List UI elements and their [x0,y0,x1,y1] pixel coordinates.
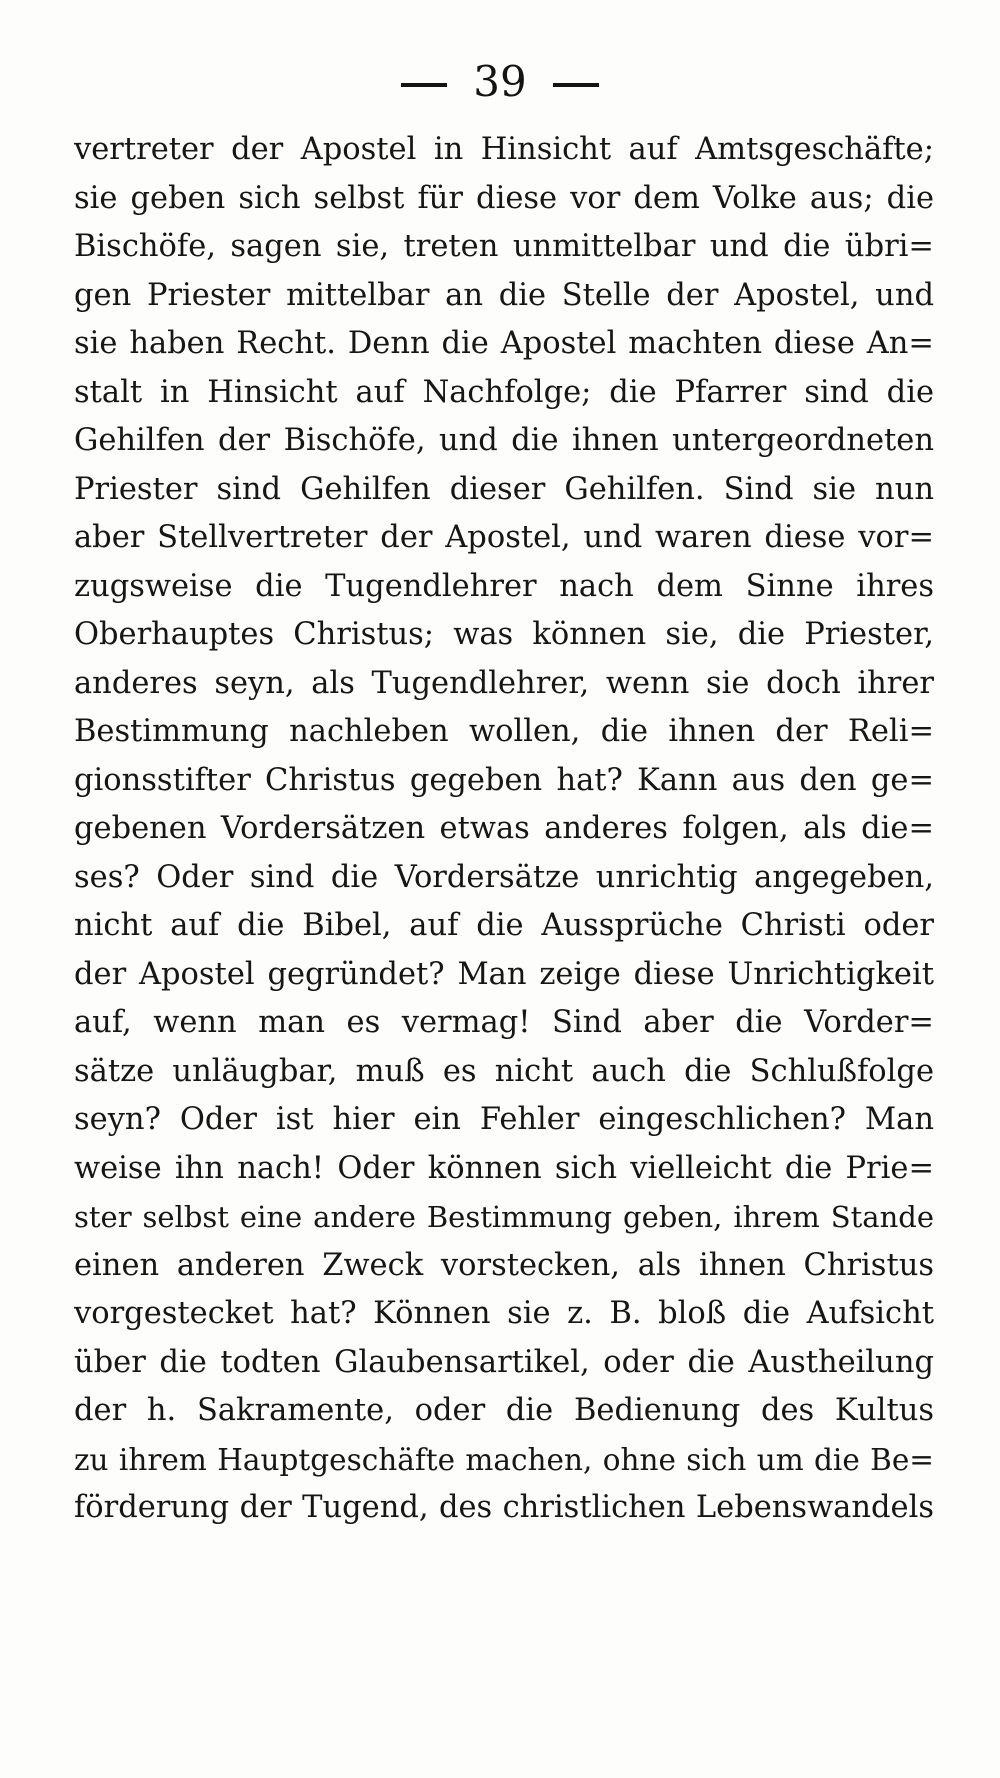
text-line: gebenen Vordersätzen etwas anderes folgen, als die= [74,811,934,846]
text-line: auf, wenn man es vermag! Sind aber die Vorder= [74,1005,934,1040]
page-header [0,52,1000,112]
text-line: gen Priester mittelbar an die Stelle der Apostel, und [74,277,934,313]
text-line: gionsstifter Christus gegeben hat? Kann aus den ge= [74,762,934,798]
body-text [74,126,934,1533]
text-line: ses? Oder sind die Vordersätze unrichtig angegeben, [74,859,934,895]
text-line: Bestimmung nachleben wollen, die ihnen der Reli= [74,714,934,749]
text-line: nicht auf die Bibel, auf die Aussprüche Christi oder [74,908,934,943]
text-line: anderes seyn, als Tugendlehrer, wenn sie doch ihrer [74,665,934,701]
text-line: stalt in Hinsicht auf Nachfolge; die Pfarrer sind die [74,374,934,410]
text-line: seyn? Oder ist hier ein Fehler eingeschlichen? Man [74,1102,934,1137]
text-line: ster selbst eine andere Bestimmung geben, ihrem Stande [74,1200,934,1234]
text-line: der Apostel gegründet? Man zeige diese Unrichtigkeit [74,956,934,992]
text-line: über die todten Glaubensartikel, oder die Austheilung [74,1344,934,1380]
text-line: sie haben Recht. Denn die Apostel machten diese An= [74,326,934,361]
text-line: vorgestecket hat? Können sie z. B. bloß die Aufsicht [74,1296,934,1331]
text-line: aber Stellvertreter der Apostel, und waren diese vor= [74,520,934,555]
text-line: weise ihn nach! Oder können sich vielleicht die Prie= [74,1150,934,1186]
text-line: Bischöfe, sagen sie, treten unmittelbar und die übri= [74,229,934,264]
text-line: einen anderen Zweck vorstecken, als ihnen Christus [74,1247,934,1283]
right-dash [553,83,599,87]
text-line: sie geben sich selbst für diese vor dem Volke aus; die [74,180,934,216]
text-line: zu ihrem Hauptgeschäfte machen, ohne sich um die Be= [74,1442,934,1477]
text-line: zugsweise die Tugendlehrer nach dem Sinne ihres [74,568,934,604]
text-line: sätze unläugbar, muß es nicht auch die Schlußfolge [74,1053,934,1089]
text-line: förderung der Tugend, des christlichen Lebenswandels [74,1490,934,1525]
text-line: Gehilfen der Bischöfe, und die ihnen untergeordneten [74,423,934,458]
left-dash [401,83,447,87]
text-line: Oberhauptes Christus; was können sie, die Priester, [74,617,934,652]
page-number: 39 [473,57,527,106]
text-line: Priester sind Gehilfen dieser Gehilfen. Sind sie nun [74,471,934,507]
text-line: vertreter der Apostel in Hinsicht auf Amtsgeschäfte; [74,132,934,167]
text-line: der h. Sakramente, oder die Bedienung des Kultus [74,1393,934,1428]
